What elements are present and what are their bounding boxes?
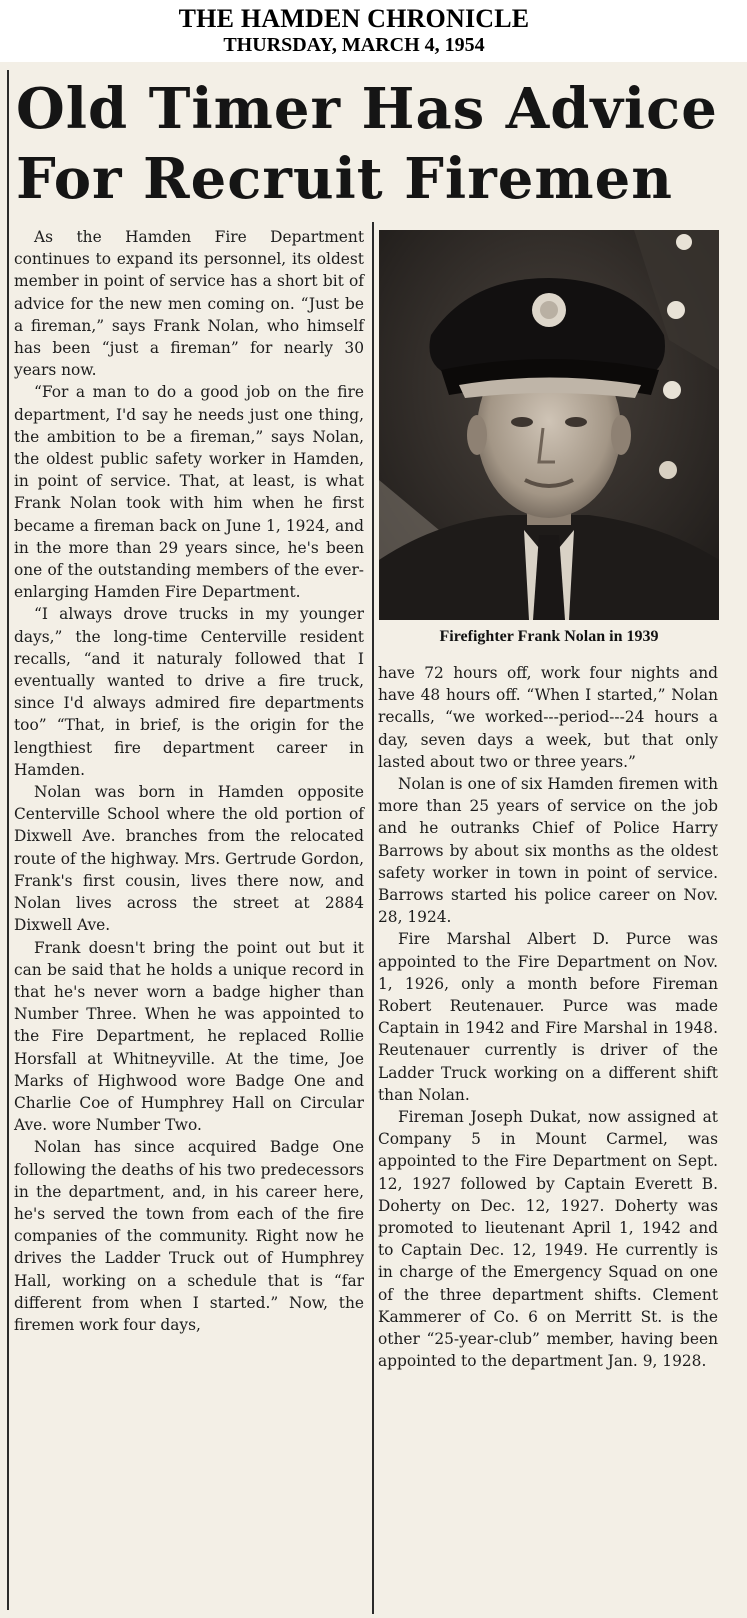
newspaper-clipping	[0, 62, 747, 1618]
photo-caption: Firefighter Frank Nolan in 1939	[439, 628, 659, 645]
column2-paragraph: Nolan is one of six Hamden firemen with more than 25 years of service on the job and he outranks Chief of Police Harry Barrows by about six months as the oldest safety worker in town in point of service. Barrows started his police career on Nov. 28, 1924.	[378, 775, 718, 927]
headline-line-2: For Recruit Firemen	[16, 146, 673, 212]
column1-paragraph: Nolan was born in Hamden opposite Centerville School where the old portion of Dixwell Ave. branches from the relocated route of the highway. Mrs. Gertrude Gordon, Frank's first cousin, lives there now, and Nolan lives across the street at 2884 Dixwell Ave.	[14, 783, 364, 935]
portrait-photo	[379, 230, 719, 620]
column1-paragraph: As the Hamden Fire Department continues to expand its personnel, its oldest member in point of service has a short bit of advice for the new men coming on. “Just be a fireman,” says Frank Nolan, who himself has been “just a fireman” for nearly 30 years now.	[14, 228, 364, 380]
column2-continuation: have 72 hours off, work four nights and have 48 hours off. “When I started,” Nolan recalls, “we worked---period---24 hours a day, seven days a week, but that only lasted about two or three years.”	[378, 664, 718, 771]
headline-line-1: Old Timer Has Advice	[16, 76, 718, 142]
firefighter-portrait-image	[379, 230, 719, 620]
headline	[16, 74, 741, 214]
column1-paragraph: “For a man to do a good job on the fire department, I'd say he needs just one thing, the ambition to be a fireman,” says Nolan, the oldest public safety worker in Hamden, in point of service. That, at least, is what Frank Nolan took with him when he first became a fireman back on June 1, 1924, and in the more than 29 years since, he's been one of the outstanding members of the ever-enlarging Hamden Fire Department.	[14, 383, 364, 602]
column1-paragraph: Nolan has since acquired Badge One following the deaths of his two predecessors in the department, and, in his career here, he's served the town from each of the fire companies of the community. Right now he drives the Ladder Truck out of Humphrey Hall, working on a schedule that is “far different from when I started.” Now, the firemen work four days,	[14, 1138, 364, 1334]
clipping-edge-line	[7, 70, 9, 1610]
column1-paragraph: “I always drove trucks in my younger days,” the long-time Centerville resident recalls, “and it naturaly followed that I eventually wanted to drive a fire truck, since I'd always admired fire departments too” “That, in brief, is the origin for the lengthiest fire department career in Hamden.	[14, 605, 364, 779]
column2-paragraph: Fireman Joseph Dukat, now assigned at Company 5 in Mount Carmel, was appointed to the Fire Department on Sept. 12, 1927 followed by Captain Everett B. Doherty on Dec. 12, 1927. Doherty was promoted to lieutenant April 1, 1942 and to Captain Dec. 12, 1949. He currently is in charge of the Emergency Squad on one of the three department shifts. Clement Kammerer of Co. 6 on Merritt St. is the other “25-year-club” member, having been appointed to the department Jan. 9, 1928.	[378, 1108, 718, 1371]
column2-paragraph: Fire Marshal Albert D. Purce was appointed to the Fire Department on Nov. 1, 1926, only a month before Fireman Robert Reutenauer. Purce was made Captain in 1942 and Fire Marshal in 1948. Reutenauer currently is driver of the Ladder Truck working on a different shift than Nolan.	[378, 930, 718, 1104]
article-column-2	[378, 662, 718, 1612]
column1-paragraph: Frank doesn't bring the point out but it can be said that he holds a unique record in that he's never worn a badge higher than Number Three. When he was appointed to the Fire Department, he replaced Rollie Horsfall at Whitneyville. At the time, Joe Marks of Highwood wore Badge One and Charlie Coe of Humphrey Hall on Circular Ave. wore Number Two.	[14, 938, 364, 1135]
newspaper-name: THE HAMDEN CHRONICLE	[178, 4, 530, 33]
article-column-1	[14, 226, 364, 1618]
issue-date: THURSDAY, MARCH 4, 1954	[223, 34, 485, 56]
column-divider	[372, 222, 374, 1614]
masthead	[0, 4, 708, 56]
